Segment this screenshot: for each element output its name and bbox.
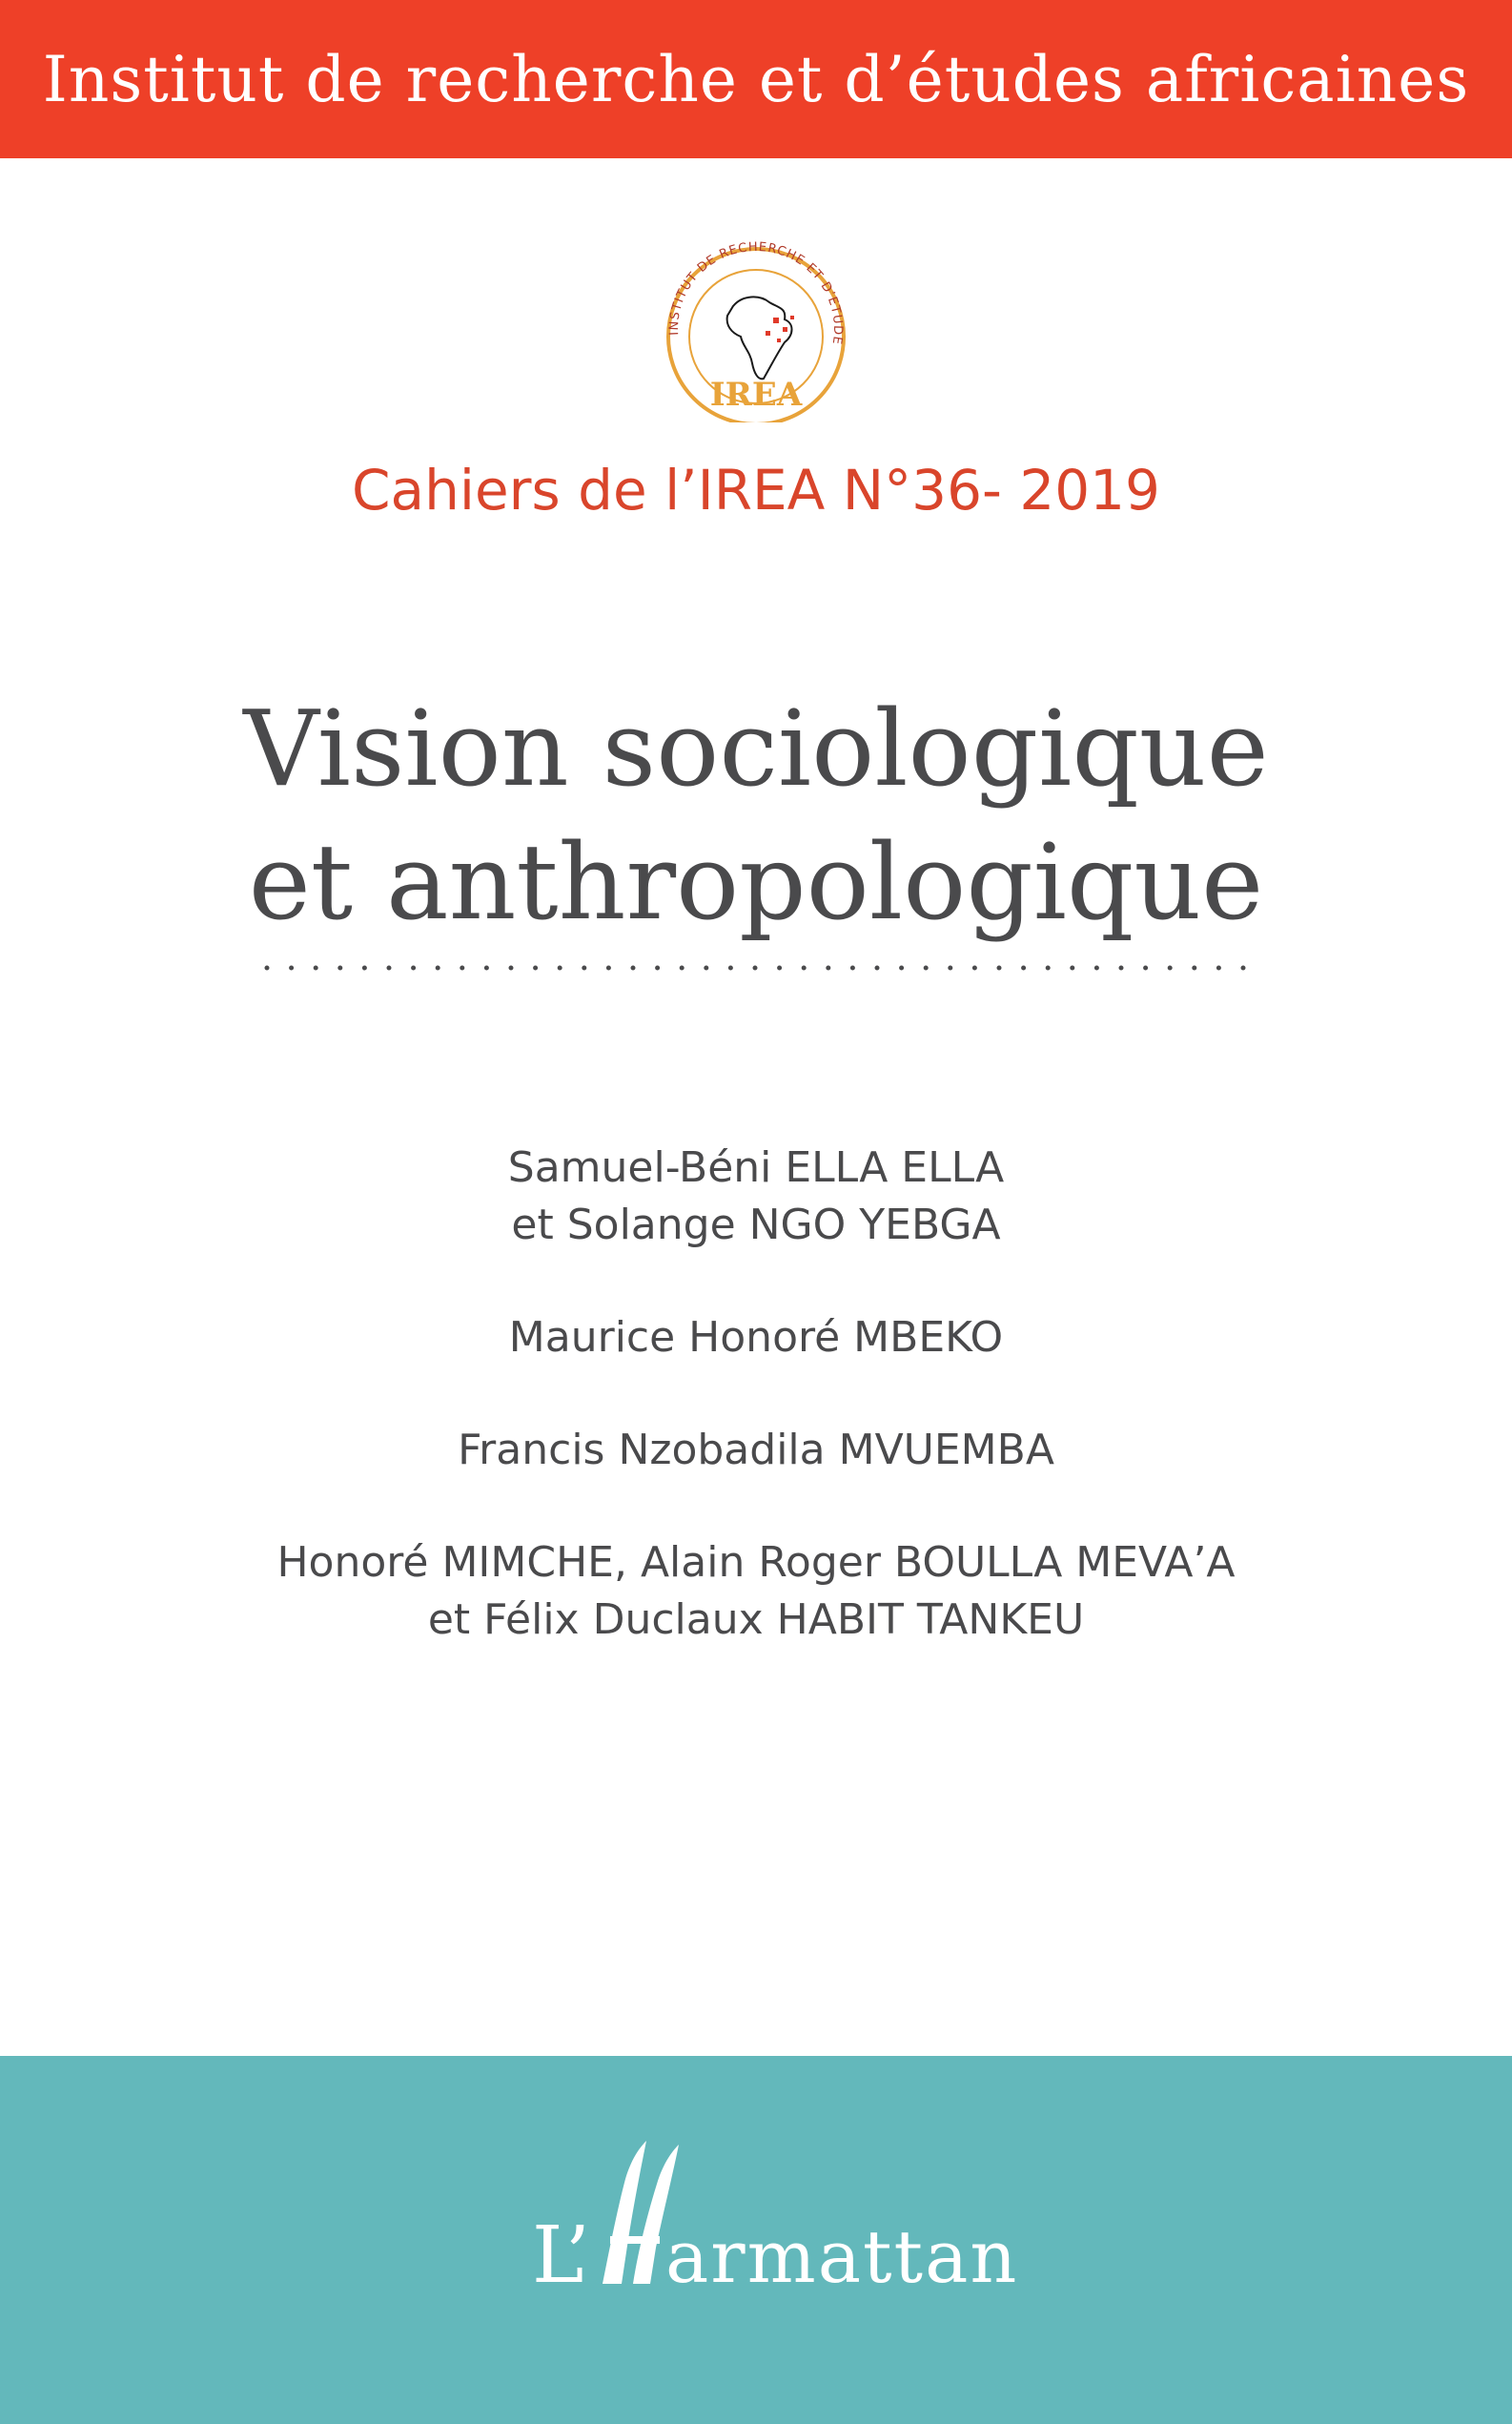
publisher-name-prefix: L’ <box>532 2210 590 2301</box>
author-group-4 <box>0 1534 1512 1649</box>
dotted-divider <box>262 961 1250 975</box>
africa-map-icon <box>651 241 861 422</box>
author-line: Samuel-Béni ELLA ELLA <box>507 1143 1005 1192</box>
top-banner <box>0 0 1512 158</box>
author-list <box>0 1140 1512 1649</box>
title-line-1: Vision sociologique <box>243 688 1269 810</box>
author-line: Francis Nzobadila MVUEMBA <box>458 1426 1054 1474</box>
book-title <box>0 682 1512 949</box>
svg-text:INSTITUT DE RECHERCHE ET D’ETU: INSTITUT DE RECHERCHE ET D’ETUDE <box>666 241 846 346</box>
publisher-logo <box>515 2141 1030 2303</box>
author-group-3 <box>0 1422 1512 1479</box>
author-line: et Solange NGO YEBGA <box>511 1201 1001 1249</box>
author-group-2 <box>0 1309 1512 1366</box>
irea-logo <box>651 241 861 422</box>
author-line: Maurice Honoré MBEKO <box>508 1313 1004 1362</box>
series-title: Cahiers de l’IREA N°36- 2019 <box>352 458 1160 523</box>
author-line: Honoré MIMCHE, Alain Roger BOULLA MEVA’A <box>276 1538 1236 1587</box>
logo-acronym: IREA <box>709 376 803 414</box>
author-group-1 <box>0 1140 1512 1254</box>
institute-name: Institut de recherche et d’études africaines <box>42 42 1470 116</box>
author-line: et Félix Duclaux HABIT TANKEU <box>427 1595 1085 1644</box>
publisher-name: armattan <box>665 2214 1019 2299</box>
title-line-2: et anthropologique <box>248 821 1264 943</box>
